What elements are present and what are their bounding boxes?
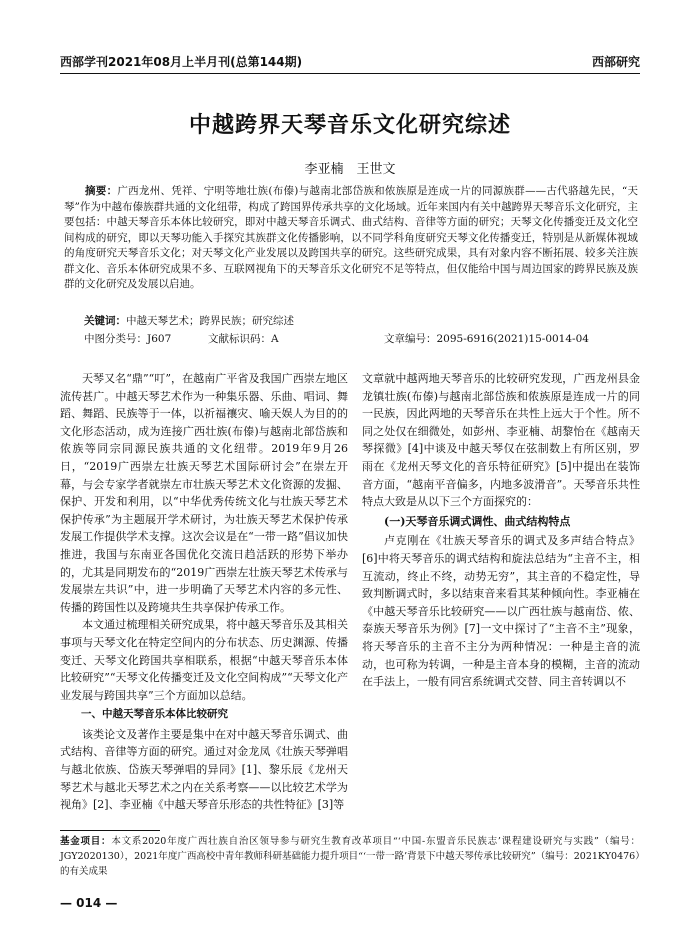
footnote-label: 基金项目： (60, 836, 112, 847)
funding-footnote (60, 834, 640, 879)
body-column-left (60, 370, 348, 814)
page-number: — 014 — (60, 896, 118, 910)
keywords (84, 313, 638, 328)
abstract (64, 184, 638, 293)
article-title: 中越跨界天琴音乐文化研究综述 (188, 113, 511, 138)
section-label: 西部研究 (591, 55, 640, 69)
article-meta (84, 331, 638, 347)
article-number: 文章编号：2095-6916(2021)15-0014-04 (384, 333, 589, 345)
body-column-right (362, 370, 640, 691)
footnote-text: 本文系2020年度广西壮族自治区领导参与研究生教育改革项目“‘中国-东盟音乐民族志’课程建设研究与实践”（编号：JGY2020130），2021年度广西高校中青年教师科研基础能力提升项目“‘一带一路’背景下中越天琴传承比较研究”（编号：2021KY0476）的有关成果 (60, 836, 640, 877)
journal-info: 西部学刊2021年08月上半月刊(总第144期) (60, 55, 303, 69)
document-code: 文献标识码：A (208, 333, 279, 345)
body-paragraph: 该类论文及著作主要是集中在对中越天琴音乐调式、曲式结构、音律等方面的研究。通过对金龙凤《壮族天琴弹唱与越北依族、岱族天琴弹唱的异同》[1]、黎乐辰《龙州天琴艺术与越北天琴艺术之内在关系考察——以比较艺术学为视角》[2]、李亚楠《中越天琴音乐形态的共性特征》[3]等 (60, 727, 348, 812)
body-paragraph: 卢克刚在《壮族天琴音乐的调式及多声结合特点》[6]中将天琴音乐的调式结构和旋法总结为“主音不主，相互流动，终止不终，动势无穷”，其主音的不稳定性，导致判断调式时，多以结束音来看其某种倾向性。李亚楠在《中越天琴音乐比较研究——以广西壮族与越南岱、侬、泰族天琴音乐为例》[7]一文中探讨了“主音不主”现象，将天琴音乐的主音不主分为两种情况：一种是主音的流动，也可称为转调，一种是主音本身的模糊，主音的流动在手法上，一般有同宫系统调式交替、同主音转调以不 (362, 534, 640, 689)
header-divider (60, 73, 640, 74)
subsection-heading: (一)天琴音乐调式调性、曲式结构特点 (384, 514, 571, 528)
body-paragraph: 天琴又名“鼎”“叮”，在越南广平省及我国广西崇左地区流传甚广。中越天琴艺术作为一种集乐器、乐曲、唱词、舞蹈、舞蹈、民族等于一体，以祈福禳灾、喻天娱人为目的的文化形态活动，成为连接广西壮族(布傣)与越南北部岱族和侬族等同宗同源民族共通的文化纽带。2019年9月26日，“2019广西崇左壮族天琴艺术国际研讨会”在崇左开幕，与会专家学者就崇左市壮族天琴艺术文化资源的发掘、保护、开发和利用，以“中华优秀传统文化与壮族天琴艺术保护传承”为主题展开学术研讨，为壮族天琴艺术保护传承发展工作提供学术支撑。这次会议是在“一带一路”倡议加快推进，我国与东南亚各国优化交流日趋活跃的形势下举办的，尤其是同期发布的“2019广西崇左壮族天琴艺术传承与发展崇左共识”中，进一步明确了天琴艺术内容的多元性、传播的跨国性以及跨境共生共享保护传承工作。 (60, 372, 348, 614)
section-heading: 一、中越天琴音乐本体比较研究 (81, 708, 228, 721)
clc-number: 中图分类号：J607 (84, 333, 172, 345)
abstract-label: 摘要： (85, 185, 118, 197)
body-paragraph: 本文通过梳理相关研究成果，将中越天琴音乐及其相关事项与天琴文化在特定空间内的分布状态、历史渊源、传播变迁、天琴文化跨国共享相联系，根据“中越天琴音乐本体比较研究”“天琴文化传播变迁及文化空间构成”“天琴文化产业发展与跨国共享”三个方面加以总结。 (60, 618, 348, 702)
keywords-label: 关键词： (84, 315, 126, 327)
body-paragraph-continued: 文章就中越两地天琴音乐的比较研究发现，广西龙州县金龙镇壮族(布傣)与越南北部岱族和侬族原是连成一片的同一民族，因此两地的天琴音乐在共性上远大于个性。所不同之处仅在细微处，如彭州、李亚楠、胡黎怡在《越南天琴探微》[4]中谈及中越天琴仅在弦制数上有所区别，罗雨在《龙州天琴文化的音乐特征研究》[5]中提出在装饰音方面，“越南平音偏多，内地多波滑音”。天琴音乐共性特点大致是从以下三个方面探究的： (362, 372, 640, 509)
article-authors: 李亚楠 王世文 (304, 162, 396, 177)
running-header (60, 50, 640, 70)
keywords-text: 中越天琴艺术；跨界民族；研究综述 (126, 315, 294, 327)
abstract-text: 广西龙州、凭祥、宁明等地壮族(布傣)与越南北部岱族和侬族原是连成一片的同源族群——古代骆越先民，“天琴”作为中越布傣族群共通的文化纽带，构成了跨国界传承共享的文化场域。近年来国内有关中越跨界天琴音乐文化研究，主要包括：中越天琴音乐本体比较研究，即对中越天琴音乐调式、曲式结构、音律等方面的研究；天琴文化传播变迁及文化空间构成的研究，即以天琴功能入手探究其族群文化传播影响，以不同学科角度研究天琴文化传播变迁，特别是从新媒体视域的角度研究天琴音乐文化；对天琴文化产业发展以及跨国共享的研究。这些研究成果，具有对象内容不断拓展、较多关注族群文化、音乐本体研究成果不多、互联网视角下的天琴音乐文化研究不足等特点，但仅能给中国与周边国家的跨界民族及族群的文化研究及发展以启迪。 (64, 185, 639, 290)
footnote-divider (60, 830, 160, 831)
